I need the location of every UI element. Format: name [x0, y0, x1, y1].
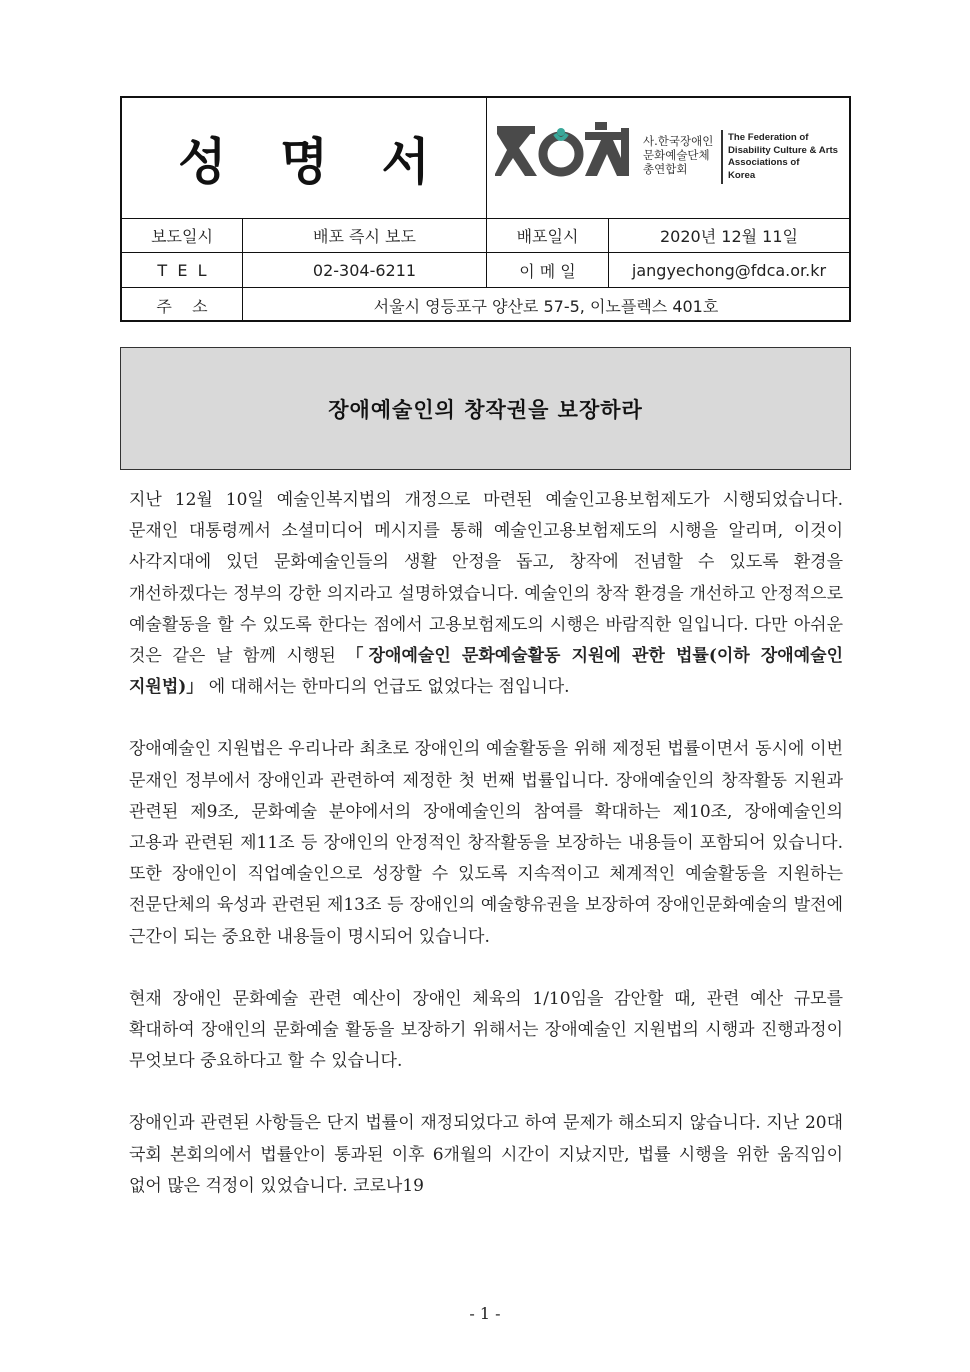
org-logo — [487, 98, 849, 218]
email-value[interactable]: jangyechong@fdca.or.kr — [631, 260, 827, 280]
release-label: 보도일시 — [122, 218, 243, 252]
release-value: 배포 즉시 보도 — [243, 218, 487, 252]
org-name-korean — [643, 134, 713, 176]
info-row-address — [122, 288, 849, 322]
press-header-table — [120, 96, 851, 322]
org-en-line-2: Disability Culture & Arts — [728, 144, 838, 156]
org-ko-line-2: 문화예술단체 — [643, 148, 710, 162]
paragraph-4: 장애인과 관련된 사항들은 단지 법률이 재정되었다고 하여 문제가 해소되지 않습니다. 지난 20대 국회 본회의에서 법률안이 통과된 이후 6개월의 시간이 지났지만, 법률 시행을 위한 움직임이 없어 많은 걱정이 있었습니다. 코로나19 — [129, 1113, 843, 1196]
headline: 장애예술인의 창작권을 보장하라 — [328, 396, 643, 422]
org-name-english — [728, 132, 838, 182]
title-cell — [122, 98, 487, 218]
paragraph-1-text-a: 지난 12월 10일 예술인복지법의 개정으로 마련된 예술인고용보험제도가 시행되었습니다. 문재인 대통령께서 소셜미디어 메시지를 통해 예술인고용보험제도의 시행을 알리며, 이것이 사각지대에 있던 문화예술인들의 생활 안정을 돕고, 창작에 전념할 수 있도록 환경을 개선하겠다는 정부의 강한 의지라고 설명하였습니다. 예술인의 창작 환경을 개선하고 안정적으로 예술활동을 할 수 있도록 한다는 점에서 고용보험제도의 시행은 바람직한 일입니다. 다만 아쉬운 것은 같은 날 함께 시행된 — [129, 490, 843, 667]
doc-title: 성 명 서 — [178, 133, 448, 191]
dist-value: 2020년 12월 11일 — [660, 226, 798, 246]
org-ko-line-3: 총연합회 — [643, 162, 688, 176]
header-top-row — [122, 98, 849, 219]
logo-mark-icon — [495, 120, 635, 182]
logo-divider — [721, 130, 723, 184]
statement-body — [129, 485, 843, 1233]
info-row-contact — [122, 253, 849, 288]
info-row-release — [122, 218, 849, 253]
law-name-bold: 「장애예술인 문화예술활동 지원에 관한 법률(이하 장애예술인 지원법)」 — [129, 646, 843, 698]
tel-label: T E L — [122, 253, 243, 287]
email-label: 이 메 일 — [487, 253, 609, 287]
org-ko-line-1: 사.한국장애인 — [643, 134, 714, 148]
paragraph-1-text-b: 에 대해서는 한마디의 언급도 없었다는 점입니다. — [203, 677, 570, 698]
org-en-line-4: Korea — [728, 169, 756, 181]
headline-box — [120, 347, 851, 470]
dist-label: 배포일시 — [487, 218, 609, 252]
paragraph-1 — [129, 485, 843, 703]
paragraph-3: 현재 장애인 문화예술 관련 예산이 장애인 체육의 1/10임을 감안할 때, 관련 예산 규모를 확대하여 장애인의 문화예술 활동을 보장하기 위해서는 장애예술인 지원법의 시행과 진행과정이 무엇보다 중요하다고 할 수 있습니다. — [129, 988, 843, 1072]
org-en-line-3: Associations of — [728, 157, 800, 168]
paragraph-2: 장애예술인 지원법은 우리나라 최초로 장애인의 예술활동을 위해 제정된 법률이면서 동시에 이번 문재인 정부에서 장애인과 관련하여 제정한 첫 번째 법률입니다. 장애예술인의 창작활동 지원과 관련된 제9조, 문화예술 분야에서의 장애예술인의 참여를 확대하는 제10조, 장애예술인의 고용과 관련된 제11조 등 장애인의 안정적인 창작활동을 보장하는 내용들이 포함되어 있습니다. 또한 장애인이 직업예술인으로 성장할 수 있도록 지속적이고 체계적인 예술활동을 지원하는 전문단체의 육성과 관련된 제13조 등 장애인의 예술향유권을 보장하여 장애인문화예술의 발전에 근간이 되는 중요한 내용들이 명시되어 있습니다. — [129, 739, 843, 947]
page-number: - 1 - — [469, 1304, 501, 1323]
address-label: 주 소 — [122, 288, 243, 322]
org-en-line-1: The Federation of — [728, 132, 809, 143]
address-value: 서울시 영등포구 양산로 57-5, 이노플렉스 401호 — [373, 296, 719, 316]
tel-value: 02-304-6211 — [243, 253, 487, 287]
